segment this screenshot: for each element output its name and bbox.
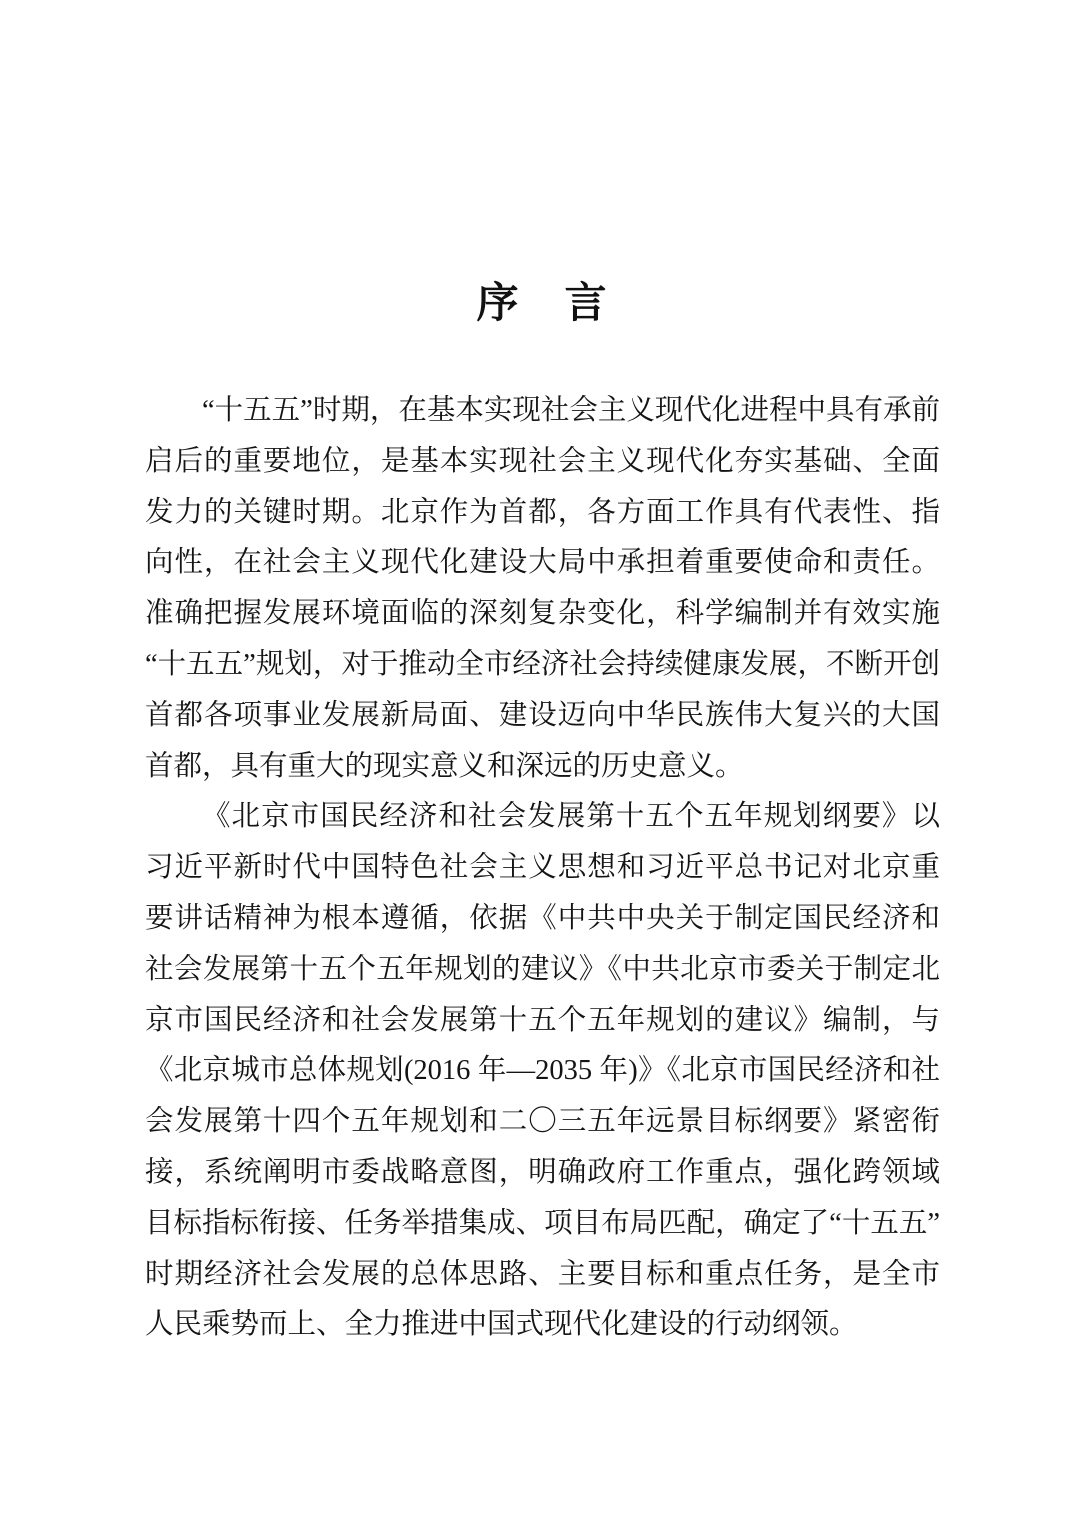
preface-paragraph-2: 《北京市国民经济和社会发展第十五个五年规划纲要》以习近平新时代中国特色社会主义思想和习近平总书记对北京重要讲话精神为根本遵循，依据《中共中央关于制定国民经济和社会发展第十五个五年规划的建议》《中共北京市委关于制定北京市国民经济和社会发展第十五个五年规划的建议》编制，与《北京城市总体规划(2016 年—2035 年)》《北京市国民经济和社会发展第十四个五年规划和二〇三五年远景目标纲要》紧密衔接，系统阐明市委战略意图，明确政府工作重点，强化跨领域目标指标衔接、任务举措集成、项目布局匹配，确定了“十五五”时期经济社会发展的总体思路、主要目标和重点任务，是全市人民乘势而上、全力推进中国式现代化建设的行动纲领。 xyxy=(145,801,940,1341)
preface-content xyxy=(145,278,940,1351)
preface-paragraph-1: “十五五”时期，在基本实现社会主义现代化进程中具有承前启后的重要地位，是基本实现社会主义现代化夯实基础、全面发力的关键时期。北京作为首都，各方面工作具有代表性、指向性，在社会主义现代化建设大局中承担着重要使命和责任。准确把握发展环境面临的深刻复杂变化，科学编制并有效实施“十五五”规划，对于推动全市经济社会持续健康发展，不断开创首都各项事业发展新局面、建设迈向中华民族伟大复兴的大国首都，具有重大的现实意义和深远的历史意义。 xyxy=(145,395,940,782)
page-title: 序 言 xyxy=(476,281,609,327)
